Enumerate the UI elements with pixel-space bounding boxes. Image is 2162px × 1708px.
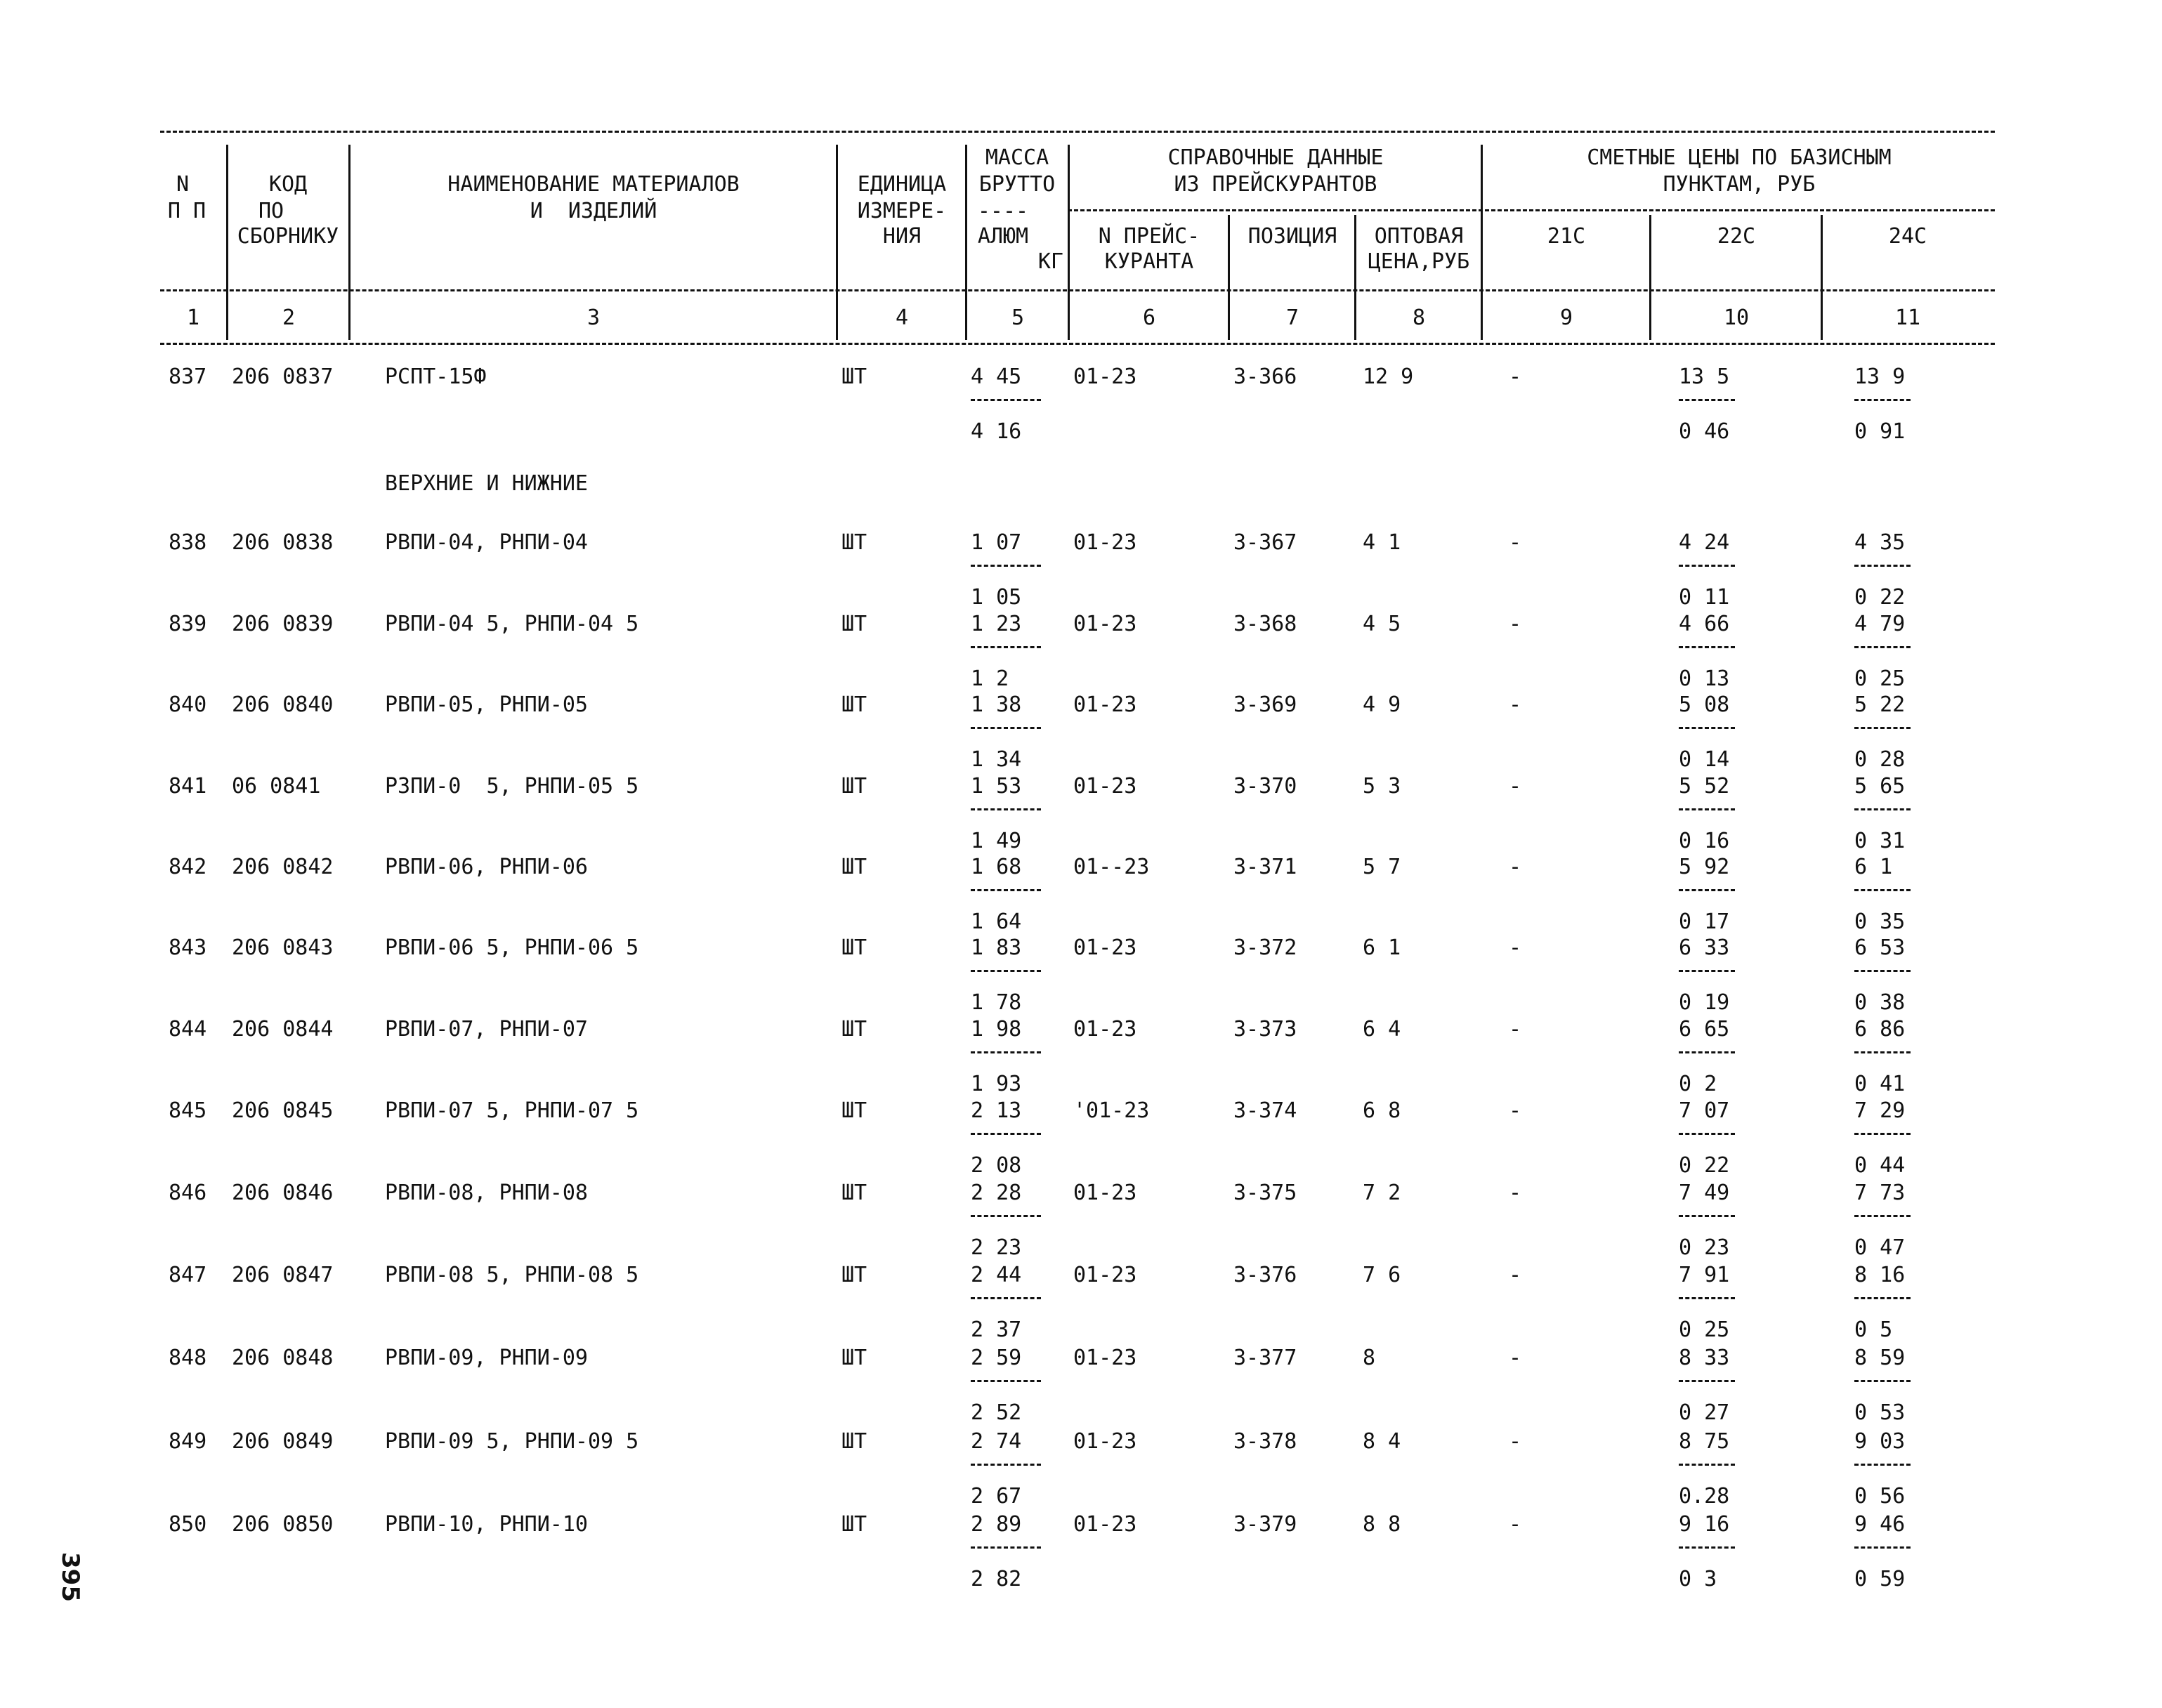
row-name: РВПИ-04, РНПИ-04 bbox=[385, 530, 588, 555]
row-number: 844 bbox=[169, 1017, 207, 1042]
row-pricelist: 01--23 bbox=[1073, 855, 1150, 879]
row-mass: 2 74 bbox=[971, 1429, 1022, 1454]
row-pricelist: 01-23 bbox=[1073, 1017, 1137, 1042]
row-number: 850 bbox=[169, 1512, 207, 1537]
column-number: 10 bbox=[1723, 306, 1750, 330]
header-21c: 21С bbox=[1547, 224, 1586, 249]
fraction-rule bbox=[971, 1297, 1041, 1299]
row-pricelist: 01-23 bbox=[1073, 692, 1137, 717]
fraction-rule bbox=[1679, 808, 1735, 810]
header-code: КОД bbox=[268, 172, 308, 197]
row-22c: 5 52 bbox=[1679, 774, 1730, 799]
row-name: РВПИ-06, РНПИ-06 bbox=[385, 855, 588, 879]
row-alum: 1 2 bbox=[971, 666, 1009, 691]
fraction-rule bbox=[1854, 1133, 1911, 1135]
row-name: РВПИ-05, РНПИ-05 bbox=[385, 692, 588, 717]
row-pricelist: 01-23 bbox=[1073, 1346, 1137, 1370]
header-sep bbox=[1481, 145, 1483, 340]
fraction-rule bbox=[1679, 646, 1735, 648]
row-code: 206 0847 bbox=[232, 1263, 334, 1287]
fraction-rule bbox=[971, 1464, 1041, 1466]
row-24c-b: 0 31 bbox=[1854, 829, 1906, 853]
row-24c-b: 0 41 bbox=[1854, 1072, 1906, 1096]
header-name: И ИЗДЕЛИЙ bbox=[530, 199, 657, 223]
row-wholesale: 8 8 bbox=[1363, 1512, 1401, 1537]
row-22c: 8 75 bbox=[1679, 1429, 1730, 1454]
row-number: 846 bbox=[169, 1181, 207, 1205]
fraction-rule bbox=[1854, 1297, 1911, 1299]
row-position: 3-374 bbox=[1233, 1098, 1297, 1123]
header-sprav-group: СПРАВОЧНЫЕ ДАННЫЕ bbox=[1167, 145, 1384, 170]
column-number: 7 bbox=[1285, 306, 1299, 330]
header-unit: НИЯ bbox=[882, 224, 922, 249]
row-pricelist: 01-23 bbox=[1073, 935, 1137, 960]
row-alum: 2 37 bbox=[971, 1318, 1022, 1342]
row-24c-b: 0 35 bbox=[1854, 909, 1906, 934]
row-wholesale: 8 bbox=[1363, 1346, 1376, 1370]
fraction-rule bbox=[971, 646, 1041, 648]
header-npp: N bbox=[176, 172, 190, 197]
row-24c-b: 0 38 bbox=[1854, 990, 1906, 1015]
row-21c: - bbox=[1509, 530, 1522, 555]
row-code: 206 0843 bbox=[232, 935, 334, 960]
header-sprav-group: ИЗ ПРЕЙСКУРАНТОВ bbox=[1174, 172, 1377, 197]
header-sep bbox=[1354, 215, 1356, 340]
fraction-rule bbox=[1854, 1051, 1911, 1053]
row-mass: 1 98 bbox=[971, 1017, 1022, 1042]
row-alum: 2 23 bbox=[971, 1235, 1022, 1260]
row-mass: 2 28 bbox=[971, 1181, 1022, 1205]
row-code: 206 0849 bbox=[232, 1429, 334, 1454]
row-22c-b: 0 3 bbox=[1679, 1567, 1717, 1591]
row-21c: - bbox=[1509, 1017, 1522, 1042]
row-22c: 7 49 bbox=[1679, 1181, 1730, 1205]
header-mass: МАССА bbox=[985, 145, 1049, 170]
fraction-rule bbox=[971, 1215, 1041, 1217]
row-mass: 1 53 bbox=[971, 774, 1022, 799]
fraction-rule bbox=[1679, 970, 1735, 972]
row-22c-b: 0 17 bbox=[1679, 909, 1730, 934]
row-alum: 1 93 bbox=[971, 1072, 1022, 1096]
column-number: 4 bbox=[895, 306, 909, 330]
fraction-rule bbox=[1679, 727, 1735, 729]
row-alum: 1 49 bbox=[971, 829, 1022, 853]
row-mass: 1 68 bbox=[971, 855, 1022, 879]
row-unit: ШТ bbox=[841, 1512, 867, 1537]
fraction-rule bbox=[1679, 1380, 1735, 1382]
fraction-rule bbox=[971, 1380, 1041, 1382]
row-24c-b: 0 25 bbox=[1854, 666, 1906, 691]
row-number: 842 bbox=[169, 855, 207, 879]
row-alum: 2 08 bbox=[971, 1153, 1022, 1178]
row-name: РВПИ-08, РНПИ-08 bbox=[385, 1181, 588, 1205]
row-code: 206 0838 bbox=[232, 530, 334, 555]
fraction-rule bbox=[971, 565, 1041, 567]
row-21c: - bbox=[1509, 774, 1522, 799]
row-position: 3-367 bbox=[1233, 530, 1297, 555]
row-position: 3-379 bbox=[1233, 1512, 1297, 1537]
header-22c: 22С bbox=[1717, 224, 1756, 249]
row-21c: - bbox=[1509, 1098, 1522, 1123]
row-position: 3-376 bbox=[1233, 1263, 1297, 1287]
row-24c-b: 0 56 bbox=[1854, 1484, 1906, 1509]
row-24c: 6 86 bbox=[1854, 1017, 1906, 1042]
header-unit: ИЗМЕРЕ- bbox=[857, 199, 947, 223]
row-22c: 5 08 bbox=[1679, 692, 1730, 717]
column-number: 3 bbox=[587, 306, 601, 330]
fraction-rule bbox=[1679, 1051, 1735, 1053]
row-wholesale: 6 1 bbox=[1363, 935, 1401, 960]
header-top-rule bbox=[160, 131, 1995, 133]
row-22c: 6 65 bbox=[1679, 1017, 1730, 1042]
row-unit: ШТ bbox=[841, 1098, 867, 1123]
column-number: 6 bbox=[1142, 306, 1156, 330]
row-code: 206 0846 bbox=[232, 1181, 334, 1205]
fraction-rule bbox=[1854, 808, 1911, 810]
row-unit: ШТ bbox=[841, 1181, 867, 1205]
row-number: 849 bbox=[169, 1429, 207, 1454]
fraction-rule bbox=[1679, 889, 1735, 891]
row-mass: 2 89 bbox=[971, 1512, 1022, 1537]
row-position: 3-372 bbox=[1233, 935, 1297, 960]
row-22c: 4 66 bbox=[1679, 612, 1730, 636]
fraction-rule bbox=[1679, 1133, 1735, 1135]
row-name: РВПИ-07 5, РНПИ-07 5 bbox=[385, 1098, 639, 1123]
row-mass: 4 45 bbox=[971, 364, 1022, 389]
row-alum: 2 52 bbox=[971, 1400, 1022, 1425]
row-number: 848 bbox=[169, 1346, 207, 1370]
row-mass: 1 07 bbox=[971, 530, 1022, 555]
row-21c: - bbox=[1509, 364, 1522, 389]
header-unit: ЕДИНИЦА bbox=[857, 172, 947, 197]
row-unit: ШТ bbox=[841, 1017, 867, 1042]
row-position: 3-366 bbox=[1233, 364, 1297, 389]
row-alum: 1 78 bbox=[971, 990, 1022, 1015]
row-21c: - bbox=[1509, 935, 1522, 960]
row-name: РСПТ-15Ф bbox=[385, 364, 487, 389]
row-position: 3-371 bbox=[1233, 855, 1297, 879]
row-mass: 1 38 bbox=[971, 692, 1022, 717]
row-unit: ШТ bbox=[841, 692, 867, 717]
row-pricelist: 01-23 bbox=[1073, 1512, 1137, 1537]
row-22c-b: 0 13 bbox=[1679, 666, 1730, 691]
row-mass: 2 44 bbox=[971, 1263, 1022, 1287]
row-unit: ШТ bbox=[841, 935, 867, 960]
row-position: 3-375 bbox=[1233, 1181, 1297, 1205]
column-number: 8 bbox=[1412, 306, 1426, 330]
row-24c-b: 0 59 bbox=[1854, 1567, 1906, 1591]
fraction-rule bbox=[1679, 1297, 1735, 1299]
row-24c: 6 1 bbox=[1854, 855, 1893, 879]
row-21c: - bbox=[1509, 1512, 1522, 1537]
header-code: СБОРНИКУ bbox=[237, 224, 339, 249]
row-22c: 7 07 bbox=[1679, 1098, 1730, 1123]
row-number: 841 bbox=[169, 774, 207, 799]
row-24c: 4 79 bbox=[1854, 612, 1906, 636]
row-22c: 9 16 bbox=[1679, 1512, 1730, 1537]
row-mass: 1 83 bbox=[971, 935, 1022, 960]
row-24c: 7 73 bbox=[1854, 1181, 1906, 1205]
header-sep bbox=[1228, 215, 1230, 340]
fraction-rule bbox=[971, 808, 1041, 810]
fraction-rule bbox=[1679, 1215, 1735, 1217]
row-wholesale: 8 4 bbox=[1363, 1429, 1401, 1454]
row-code: 206 0850 bbox=[232, 1512, 334, 1537]
row-code: 206 0845 bbox=[232, 1098, 334, 1123]
header-sep bbox=[836, 145, 838, 340]
fraction-rule bbox=[1854, 889, 1911, 891]
row-position: 3-373 bbox=[1233, 1017, 1297, 1042]
fraction-rule bbox=[971, 1133, 1041, 1135]
row-22c-b: 0 25 bbox=[1679, 1318, 1730, 1342]
row-alum: 4 16 bbox=[971, 419, 1022, 444]
row-code: 206 0839 bbox=[232, 612, 334, 636]
row-22c: 13 5 bbox=[1679, 364, 1730, 389]
fraction-rule bbox=[1854, 1546, 1911, 1549]
fraction-rule bbox=[971, 399, 1041, 401]
header-smet-group: СМЕТНЫЕ ЦЕНЫ ПО БАЗИСНЫМ bbox=[1587, 145, 1892, 170]
header-mass: БРУТТО bbox=[978, 172, 1056, 197]
row-22c-b: 0 27 bbox=[1679, 1400, 1730, 1425]
row-wholesale: 4 5 bbox=[1363, 612, 1401, 636]
column-number: 1 bbox=[186, 306, 200, 330]
row-position: 3-378 bbox=[1233, 1429, 1297, 1454]
header-sep bbox=[226, 145, 228, 340]
row-unit: ШТ bbox=[841, 1346, 867, 1370]
row-code: 06 0841 bbox=[232, 774, 321, 799]
row-24c-b: 0 53 bbox=[1854, 1400, 1906, 1425]
row-22c-b: 0 19 bbox=[1679, 990, 1730, 1015]
row-code: 206 0844 bbox=[232, 1017, 334, 1042]
row-wholesale: 6 4 bbox=[1363, 1017, 1401, 1042]
row-code: 206 0848 bbox=[232, 1346, 334, 1370]
row-21c: - bbox=[1509, 1263, 1522, 1287]
row-number: 838 bbox=[169, 530, 207, 555]
row-22c-b: 0 11 bbox=[1679, 585, 1730, 610]
header-code: ПО bbox=[258, 199, 284, 223]
row-unit: ШТ bbox=[841, 855, 867, 879]
row-22c-b: 0 16 bbox=[1679, 829, 1730, 853]
column-number: 11 bbox=[1894, 306, 1921, 330]
header-mass: АЛЮМ bbox=[977, 224, 1029, 249]
header-smet-group: ПУНКТАМ, РУБ bbox=[1663, 172, 1816, 197]
column-number: 5 bbox=[1011, 306, 1025, 330]
row-wholesale: 12 9 bbox=[1363, 364, 1414, 389]
header-sep bbox=[1068, 145, 1070, 340]
page-number: 395 bbox=[56, 1552, 84, 1602]
fraction-rule bbox=[971, 970, 1041, 972]
row-mass: 1 23 bbox=[971, 612, 1022, 636]
header-position: ПОЗИЦИЯ bbox=[1247, 224, 1337, 249]
row-pricelist: 01-23 bbox=[1073, 1429, 1137, 1454]
row-24c-b: 0 44 bbox=[1854, 1153, 1906, 1178]
header-mass: ---- bbox=[977, 199, 1029, 223]
row-mass: 2 59 bbox=[971, 1346, 1022, 1370]
fraction-rule bbox=[1854, 1215, 1911, 1217]
row-pricelist: 01-23 bbox=[1073, 1263, 1137, 1287]
row-24c: 13 9 bbox=[1854, 364, 1906, 389]
fraction-rule bbox=[1854, 1380, 1911, 1382]
row-24c: 4 35 bbox=[1854, 530, 1906, 555]
row-position: 3-370 bbox=[1233, 774, 1297, 799]
number-row-rule bbox=[160, 343, 1995, 345]
row-24c: 5 65 bbox=[1854, 774, 1906, 799]
row-24c: 7 29 bbox=[1854, 1098, 1906, 1123]
row-unit: ШТ bbox=[841, 1429, 867, 1454]
row-number: 847 bbox=[169, 1263, 207, 1287]
row-unit: ШТ bbox=[841, 774, 867, 799]
header-wholesale: ОПТОВАЯ bbox=[1374, 224, 1464, 249]
row-22c: 8 33 bbox=[1679, 1346, 1730, 1370]
fraction-rule bbox=[1679, 1546, 1735, 1549]
row-pricelist: 01-23 bbox=[1073, 774, 1137, 799]
row-22c: 7 91 bbox=[1679, 1263, 1730, 1287]
row-position: 3-369 bbox=[1233, 692, 1297, 717]
row-wholesale: 4 9 bbox=[1363, 692, 1401, 717]
fraction-rule bbox=[1854, 1464, 1911, 1466]
header-wholesale: ЦЕНА,РУБ bbox=[1368, 249, 1470, 274]
row-22c-b: 0 2 bbox=[1679, 1072, 1717, 1096]
row-wholesale: 4 1 bbox=[1363, 530, 1401, 555]
fraction-rule bbox=[971, 1546, 1041, 1549]
row-24c-b: 0 5 bbox=[1854, 1318, 1893, 1342]
row-code: 206 0840 bbox=[232, 692, 334, 717]
row-pricelist: '01-23 bbox=[1073, 1098, 1150, 1123]
header-subgroup-rule bbox=[1068, 209, 1995, 211]
row-alum: 1 64 bbox=[971, 909, 1022, 934]
row-number: 839 bbox=[169, 612, 207, 636]
row-22c: 5 92 bbox=[1679, 855, 1730, 879]
fraction-rule bbox=[971, 1051, 1041, 1053]
row-wholesale: 7 2 bbox=[1363, 1181, 1401, 1205]
fraction-rule bbox=[971, 727, 1041, 729]
fraction-rule bbox=[1854, 399, 1911, 401]
header-npp: П П bbox=[167, 199, 207, 223]
row-24c: 8 16 bbox=[1854, 1263, 1906, 1287]
row-24c: 5 22 bbox=[1854, 692, 1906, 717]
row-number: 843 bbox=[169, 935, 207, 960]
row-21c: - bbox=[1509, 855, 1522, 879]
row-name: РВПИ-10, РНПИ-10 bbox=[385, 1512, 588, 1537]
row-name: РВПИ-06 5, РНПИ-06 5 bbox=[385, 935, 639, 960]
row-22c-b: 0.28 bbox=[1679, 1484, 1730, 1509]
row-name: РВПИ-09 5, РНПИ-09 5 bbox=[385, 1429, 639, 1454]
fraction-rule bbox=[1679, 1464, 1735, 1466]
row-24c-b: 0 91 bbox=[1854, 419, 1906, 444]
row-pricelist: 01-23 bbox=[1073, 530, 1137, 555]
row-pricelist: 01-23 bbox=[1073, 612, 1137, 636]
row-21c: - bbox=[1509, 1181, 1522, 1205]
row-code: 206 0837 bbox=[232, 364, 334, 389]
row-22c-b: 0 46 bbox=[1679, 419, 1730, 444]
row-name: РВПИ-08 5, РНПИ-08 5 bbox=[385, 1263, 639, 1287]
row-22c-b: 0 22 bbox=[1679, 1153, 1730, 1178]
row-pricelist: 01-23 bbox=[1073, 364, 1137, 389]
header-pricelist: КУРАНТА bbox=[1104, 249, 1194, 274]
row-name: РВПИ-09, РНПИ-09 bbox=[385, 1346, 588, 1370]
header-24c: 24С bbox=[1888, 224, 1927, 249]
row-position: 3-377 bbox=[1233, 1346, 1297, 1370]
row-22c: 6 33 bbox=[1679, 935, 1730, 960]
fraction-rule bbox=[1854, 970, 1911, 972]
row-code: 206 0842 bbox=[232, 855, 334, 879]
row-alum: 2 82 bbox=[971, 1567, 1022, 1591]
header-sep bbox=[348, 145, 350, 340]
header-bottom-rule bbox=[160, 289, 1995, 291]
row-wholesale: 6 8 bbox=[1363, 1098, 1401, 1123]
fraction-rule bbox=[971, 889, 1041, 891]
row-unit: ШТ bbox=[841, 364, 867, 389]
row-24c: 6 53 bbox=[1854, 935, 1906, 960]
row-24c-b: 0 47 bbox=[1854, 1235, 1906, 1260]
column-number: 9 bbox=[1559, 306, 1573, 330]
row-21c: - bbox=[1509, 692, 1522, 717]
header-sep bbox=[1649, 215, 1651, 340]
row-24c: 9 46 bbox=[1854, 1512, 1906, 1537]
row-22c-b: 0 14 bbox=[1679, 747, 1730, 772]
header-mass: КГ bbox=[1037, 249, 1063, 274]
fraction-rule bbox=[1679, 565, 1735, 567]
row-number: 837 bbox=[169, 364, 207, 389]
row-number: 845 bbox=[169, 1098, 207, 1123]
row-number: 840 bbox=[169, 692, 207, 717]
row-wholesale: 7 6 bbox=[1363, 1263, 1401, 1287]
column-number: 2 bbox=[282, 306, 296, 330]
row-22c-b: 0 23 bbox=[1679, 1235, 1730, 1260]
row-24c-b: 0 22 bbox=[1854, 585, 1906, 610]
row-unit: ШТ bbox=[841, 530, 867, 555]
row-21c: - bbox=[1509, 1429, 1522, 1454]
row-wholesale: 5 3 bbox=[1363, 774, 1401, 799]
header-name: НАИМЕНОВАНИЕ МАТЕРИАЛОВ bbox=[447, 172, 740, 197]
row-unit: ШТ bbox=[841, 1263, 867, 1287]
row-name: РВПИ-04 5, РНПИ-04 5 bbox=[385, 612, 639, 636]
header-sep bbox=[1821, 215, 1823, 340]
row-alum: 2 67 bbox=[971, 1484, 1022, 1509]
row-21c: - bbox=[1509, 612, 1522, 636]
row-pricelist: 01-23 bbox=[1073, 1181, 1137, 1205]
section-title: ВЕРХНИЕ И НИЖНИЕ bbox=[385, 471, 588, 496]
row-wholesale: 5 7 bbox=[1363, 855, 1401, 879]
row-unit: ШТ bbox=[841, 612, 867, 636]
row-position: 3-368 bbox=[1233, 612, 1297, 636]
row-alum: 1 05 bbox=[971, 585, 1022, 610]
row-mass: 2 13 bbox=[971, 1098, 1022, 1123]
row-name: РЗПИ-0 5, РНПИ-05 5 bbox=[385, 774, 639, 799]
fraction-rule bbox=[1854, 646, 1911, 648]
fraction-rule bbox=[1854, 727, 1911, 729]
row-name: РВПИ-07, РНПИ-07 bbox=[385, 1017, 588, 1042]
row-24c-b: 0 28 bbox=[1854, 747, 1906, 772]
row-22c: 4 24 bbox=[1679, 530, 1730, 555]
row-24c: 8 59 bbox=[1854, 1346, 1906, 1370]
fraction-rule bbox=[1854, 565, 1911, 567]
fraction-rule bbox=[1679, 399, 1735, 401]
header-sep bbox=[965, 145, 967, 340]
row-24c: 9 03 bbox=[1854, 1429, 1906, 1454]
row-21c: - bbox=[1509, 1346, 1522, 1370]
header-pricelist: N ПРЕЙС- bbox=[1098, 224, 1200, 249]
row-alum: 1 34 bbox=[971, 747, 1022, 772]
